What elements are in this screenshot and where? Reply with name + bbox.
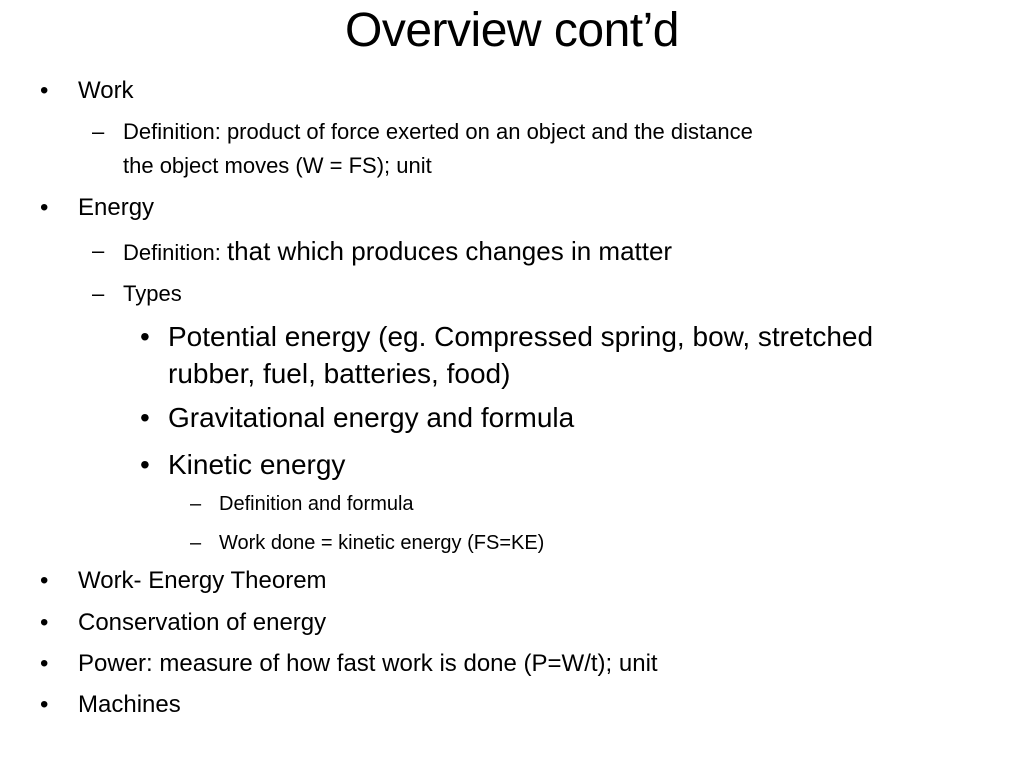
list-item-text: Conservation of energy [78,609,327,636]
list-item-text-line1: Potential energy (eg. Compressed spring, bow, stretched [168,321,874,352]
bullet-icon: • [140,402,150,433]
list-item-text [123,234,672,270]
list-item-text: Energy [78,194,155,221]
dash-icon: – [190,493,202,515]
definition-prefix: Definition: [123,240,227,265]
list-item-text-line2: the object moves (W = FS); unit [123,153,432,178]
slide-title: Overview cont’d [345,4,679,57]
bullet-icon: • [40,650,49,677]
bullet-icon: • [40,77,49,104]
list-item-text: Work [78,77,134,104]
list-item-text: Kinetic energy [168,449,346,480]
bullet-icon: • [40,691,49,718]
list-item-text: Definition and formula [219,493,414,515]
list-item-text: Work done = kinetic energy (FS=KE) [219,532,545,554]
dash-icon: – [92,238,105,263]
dash-icon: – [190,532,202,554]
dash-icon: – [92,119,105,144]
bullet-icon: • [40,567,49,594]
bullet-icon: • [140,449,150,480]
list-item-text-line1: Definition: product of force exerted on an object and the distance [123,119,753,144]
list-item-text: Machines [78,691,181,718]
list-item-text: Gravitational energy and formula [168,402,575,433]
bullet-icon: • [40,609,49,636]
definition-body: that which produces changes in matter [226,236,673,266]
bullet-icon: • [40,194,49,221]
dash-icon: – [92,281,105,306]
list-item-text: Work- Energy Theorem [78,567,327,594]
list-item-text: Types [123,281,182,306]
list-item-text: Power: measure of how fast work is done (P=W/t); unit [78,650,658,677]
bullet-icon: • [140,321,150,352]
list-item-text-line2: rubber, fuel, batteries, food) [168,358,511,389]
